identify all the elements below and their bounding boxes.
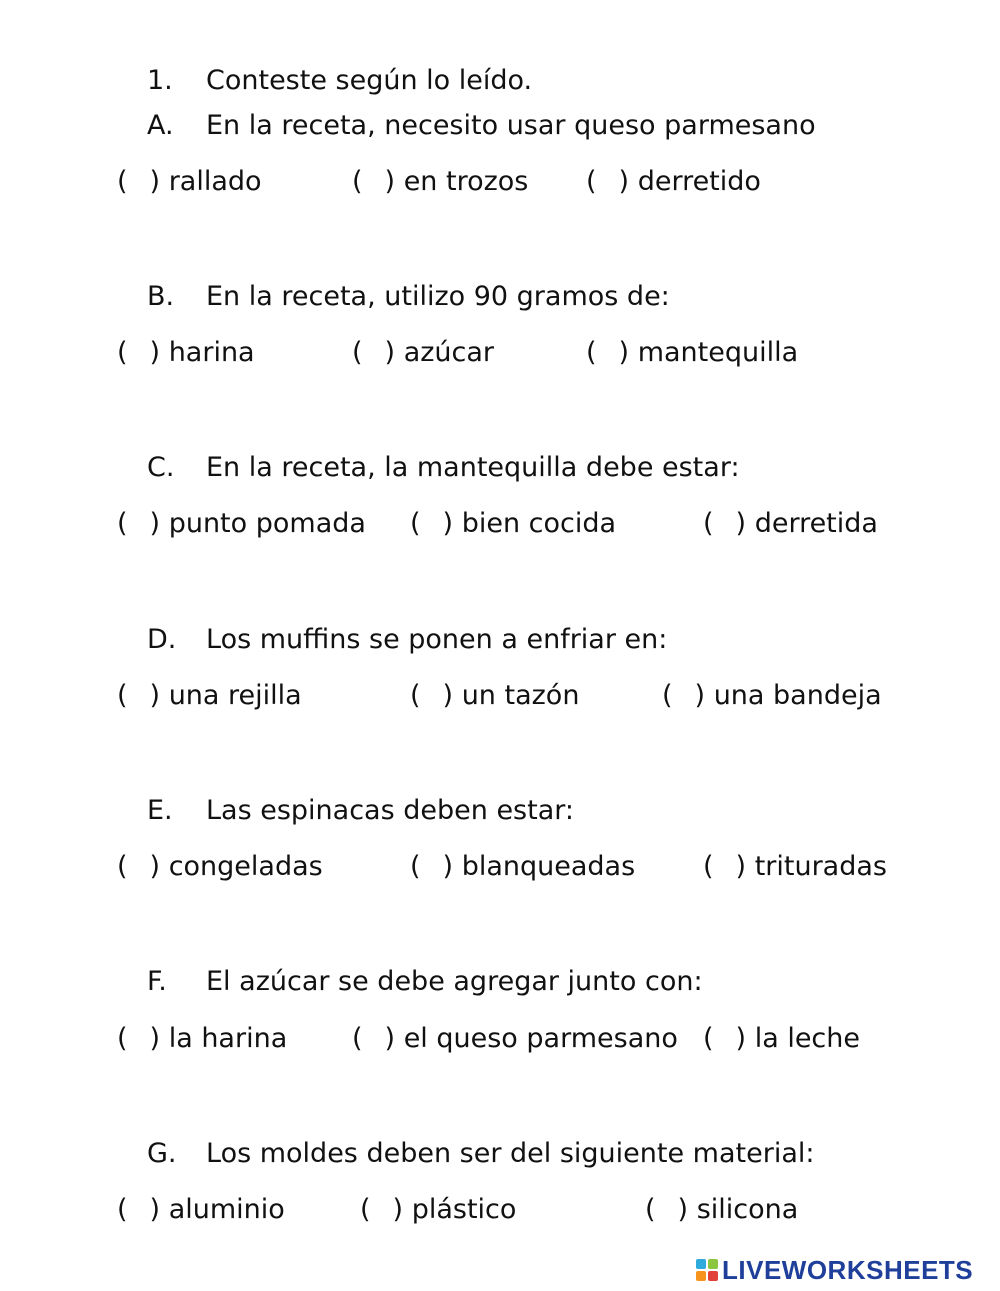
option-checkbox[interactable] <box>662 679 882 713</box>
paren-close: ) <box>149 680 161 711</box>
paren-open: ( <box>352 1023 363 1054</box>
logo-text: LIVEWORKSHEETS <box>722 1254 974 1285</box>
option-checkbox[interactable] <box>117 1193 285 1227</box>
paren-close: ) <box>149 337 161 368</box>
logo-square-icon <box>696 1259 706 1269</box>
paren-close: ) <box>384 337 396 368</box>
question-text: Los moldes deben ser del siguiente material: <box>206 1138 815 1169</box>
option-checkbox[interactable] <box>703 1022 860 1056</box>
paren-close: ) <box>735 851 747 882</box>
question-text: Las espinacas deben estar: <box>206 795 574 826</box>
option-label: el queso parmesano <box>403 1023 678 1054</box>
paren-close: ) <box>149 1023 161 1054</box>
paren-open: ( <box>117 166 128 197</box>
option-label: harina <box>168 337 255 368</box>
logo-mark-icon <box>696 1259 718 1281</box>
logo-square-icon <box>708 1271 718 1281</box>
option-label: derretido <box>637 166 761 197</box>
paren-open: ( <box>410 851 421 882</box>
paren-open: ( <box>410 508 421 539</box>
option-label: azúcar <box>403 337 495 368</box>
paren-close: ) <box>442 508 454 539</box>
option-checkbox[interactable] <box>703 850 887 884</box>
option-checkbox[interactable] <box>703 507 878 541</box>
question-letter: A. <box>147 110 174 141</box>
paren-open: ( <box>117 851 128 882</box>
option-label: aluminio <box>168 1194 285 1225</box>
paren-close: ) <box>149 508 161 539</box>
logo-square-icon <box>696 1271 706 1281</box>
paren-close: ) <box>442 680 454 711</box>
option-label: plástico <box>411 1194 517 1225</box>
option-label: una bandeja <box>713 680 882 711</box>
question-letter: E. <box>147 795 173 826</box>
option-checkbox[interactable] <box>117 679 302 713</box>
option-checkbox[interactable] <box>352 336 494 370</box>
option-label: derretida <box>754 508 878 539</box>
paren-open: ( <box>352 166 363 197</box>
paren-close: ) <box>384 166 396 197</box>
paren-close: ) <box>149 1194 161 1225</box>
question-letter: C. <box>147 452 175 483</box>
question-letter: D. <box>147 624 177 655</box>
paren-close: ) <box>149 851 161 882</box>
question-text: En la receta, necesito usar queso parmesano <box>206 110 816 141</box>
paren-open: ( <box>117 1023 128 1054</box>
paren-close: ) <box>392 1194 404 1225</box>
paren-open: ( <box>645 1194 656 1225</box>
paren-close: ) <box>735 1023 747 1054</box>
option-checkbox[interactable] <box>360 1193 516 1227</box>
option-label: punto pomada <box>168 508 366 539</box>
logo-square-icon <box>708 1259 718 1269</box>
paren-open: ( <box>117 680 128 711</box>
paren-open: ( <box>703 508 714 539</box>
question-text: En la receta, utilizo 90 gramos de: <box>206 281 670 312</box>
option-checkbox[interactable] <box>117 336 255 370</box>
option-checkbox[interactable] <box>117 507 366 541</box>
question-letter: F. <box>147 966 167 997</box>
option-checkbox[interactable] <box>352 165 528 199</box>
option-label: congeladas <box>168 851 323 882</box>
question-letter: B. <box>147 281 175 312</box>
option-checkbox[interactable] <box>645 1193 798 1227</box>
question-text: En la receta, la mantequilla debe estar: <box>206 452 740 483</box>
option-label: una rejilla <box>168 680 302 711</box>
paren-open: ( <box>586 337 597 368</box>
paren-close: ) <box>384 1023 396 1054</box>
option-label: blanqueadas <box>461 851 636 882</box>
option-checkbox[interactable] <box>410 507 616 541</box>
option-label: rallado <box>168 166 262 197</box>
paren-open: ( <box>586 166 597 197</box>
paren-close: ) <box>677 1194 689 1225</box>
option-label: un tazón <box>461 680 580 711</box>
exercise-title: Conteste según lo leído. <box>206 65 533 96</box>
paren-open: ( <box>117 337 128 368</box>
paren-close: ) <box>149 166 161 197</box>
option-checkbox[interactable] <box>410 679 579 713</box>
paren-open: ( <box>703 1023 714 1054</box>
exercise-number: 1. <box>147 65 173 96</box>
paren-open: ( <box>360 1194 371 1225</box>
option-checkbox[interactable] <box>117 165 262 199</box>
option-checkbox[interactable] <box>117 1022 287 1056</box>
paren-close: ) <box>694 680 706 711</box>
paren-open: ( <box>703 851 714 882</box>
paren-close: ) <box>618 337 630 368</box>
option-label: la harina <box>168 1023 288 1054</box>
option-label: bien cocida <box>461 508 617 539</box>
paren-open: ( <box>410 680 421 711</box>
option-label: mantequilla <box>637 337 799 368</box>
paren-open: ( <box>117 508 128 539</box>
paren-close: ) <box>442 851 454 882</box>
liveworksheets-logo[interactable] <box>696 1254 973 1286</box>
paren-close: ) <box>735 508 747 539</box>
question-text: Los muffins se ponen a enfriar en: <box>206 624 668 655</box>
option-label: en trozos <box>403 166 529 197</box>
option-label: silicona <box>696 1194 799 1225</box>
option-checkbox[interactable] <box>117 850 323 884</box>
option-checkbox[interactable] <box>586 336 798 370</box>
question-letter: G. <box>147 1138 177 1169</box>
paren-open: ( <box>662 680 673 711</box>
paren-open: ( <box>117 1194 128 1225</box>
option-checkbox[interactable] <box>586 165 761 199</box>
option-checkbox[interactable] <box>410 850 635 884</box>
option-label: la leche <box>754 1023 860 1054</box>
option-checkbox[interactable] <box>352 1022 678 1056</box>
option-label: trituradas <box>754 851 887 882</box>
paren-close: ) <box>618 166 630 197</box>
question-text: El azúcar se debe agregar junto con: <box>206 966 703 997</box>
paren-open: ( <box>352 337 363 368</box>
